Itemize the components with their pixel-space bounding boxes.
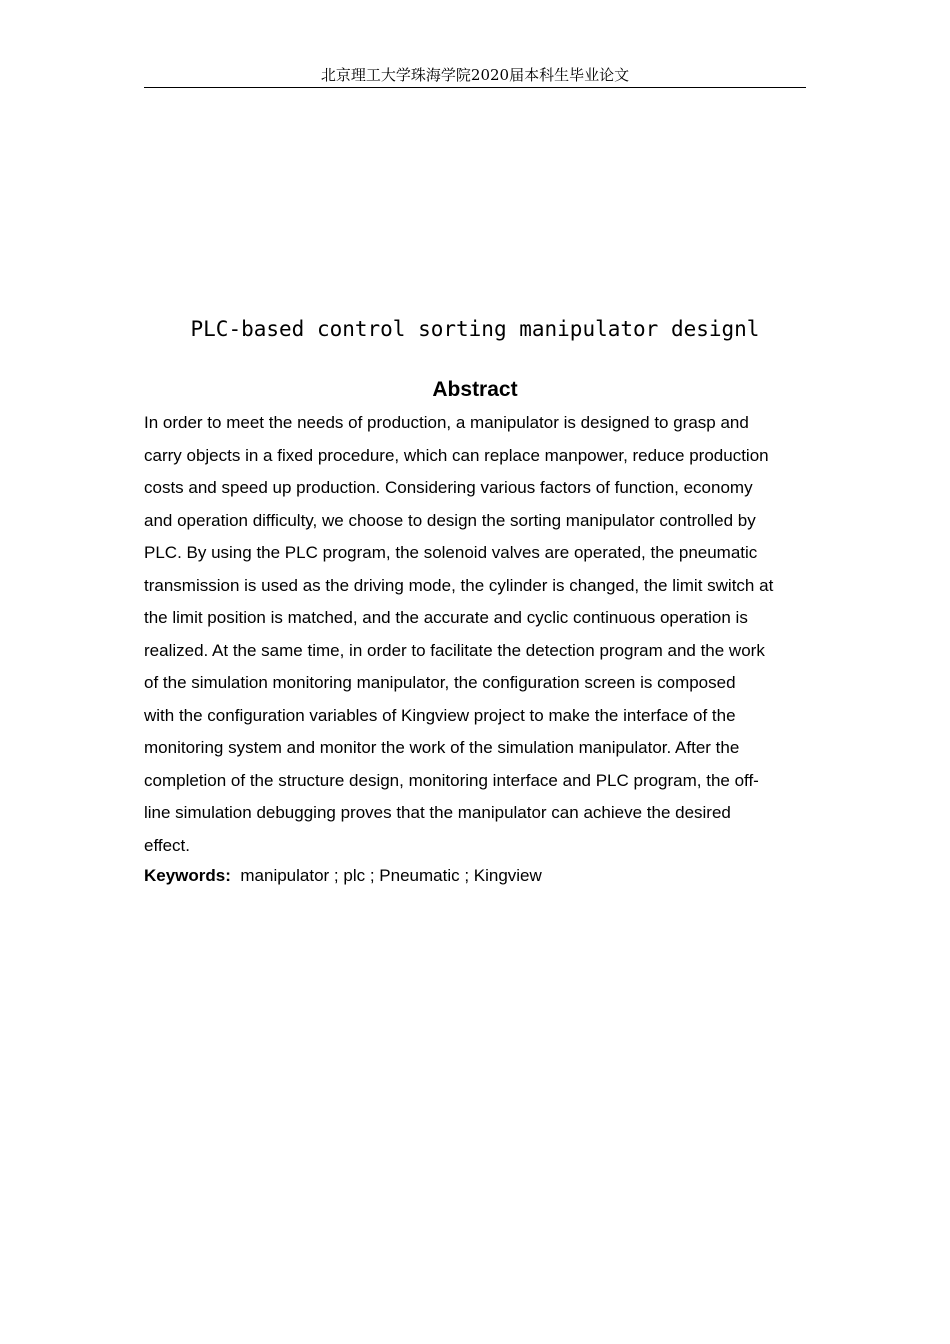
page-header <box>144 64 806 88</box>
keywords-label: Keywords: <box>144 866 231 885</box>
abstract-line-5: PLC. By using the PLC program, the solenoid valves are operated, the pneumatic <box>144 543 758 562</box>
abstract-line-8: realized. At the same time, in order to facilitate the detection program and the work <box>144 640 765 660</box>
abstract-line-10: with the configuration variables of Kingview project to make the interface of the <box>144 705 736 725</box>
abstract-body <box>144 407 806 862</box>
abstract-heading: Abstract <box>432 378 518 401</box>
header-text: 北京理工大学珠海学院2020届本科生毕业论文 <box>320 66 630 84</box>
thesis-title: PLC-based control sorting manipulator designl <box>190 317 760 341</box>
abstract-line-4: and operation difficulty, we choose to design the sorting manipulator controlled by <box>144 510 756 530</box>
abstract-line-9: of the simulation monitoring manipulator, the configuration screen is composed <box>144 673 736 692</box>
abstract-line-12: completion of the structure design, monitoring interface and PLC program, the off- <box>144 770 759 790</box>
keywords-value: manipulator ; plc ; Pneumatic ; Kingview <box>240 866 542 885</box>
abstract-line-14: effect. <box>144 835 190 855</box>
abstract-line-11: monitoring system and monitor the work of the simulation manipulator. After the <box>144 738 740 757</box>
abstract-line-1: In order to meet the needs of production, a manipulator is designed to grasp and <box>144 413 749 432</box>
abstract-line-3: costs and speed up production. Considering various factors of function, economy <box>144 478 753 497</box>
keywords <box>144 861 806 891</box>
abstract-line-7: the limit position is matched, and the accurate and cyclic continuous operation is <box>144 608 748 627</box>
abstract-line-13: line simulation debugging proves that the manipulator can achieve the desired <box>144 803 731 822</box>
abstract-line-2: carry objects in a fixed procedure, which can replace manpower, reduce production <box>144 445 769 465</box>
abstract-line-6: transmission is used as the driving mode, the cylinder is changed, the limit switch at <box>144 575 774 595</box>
